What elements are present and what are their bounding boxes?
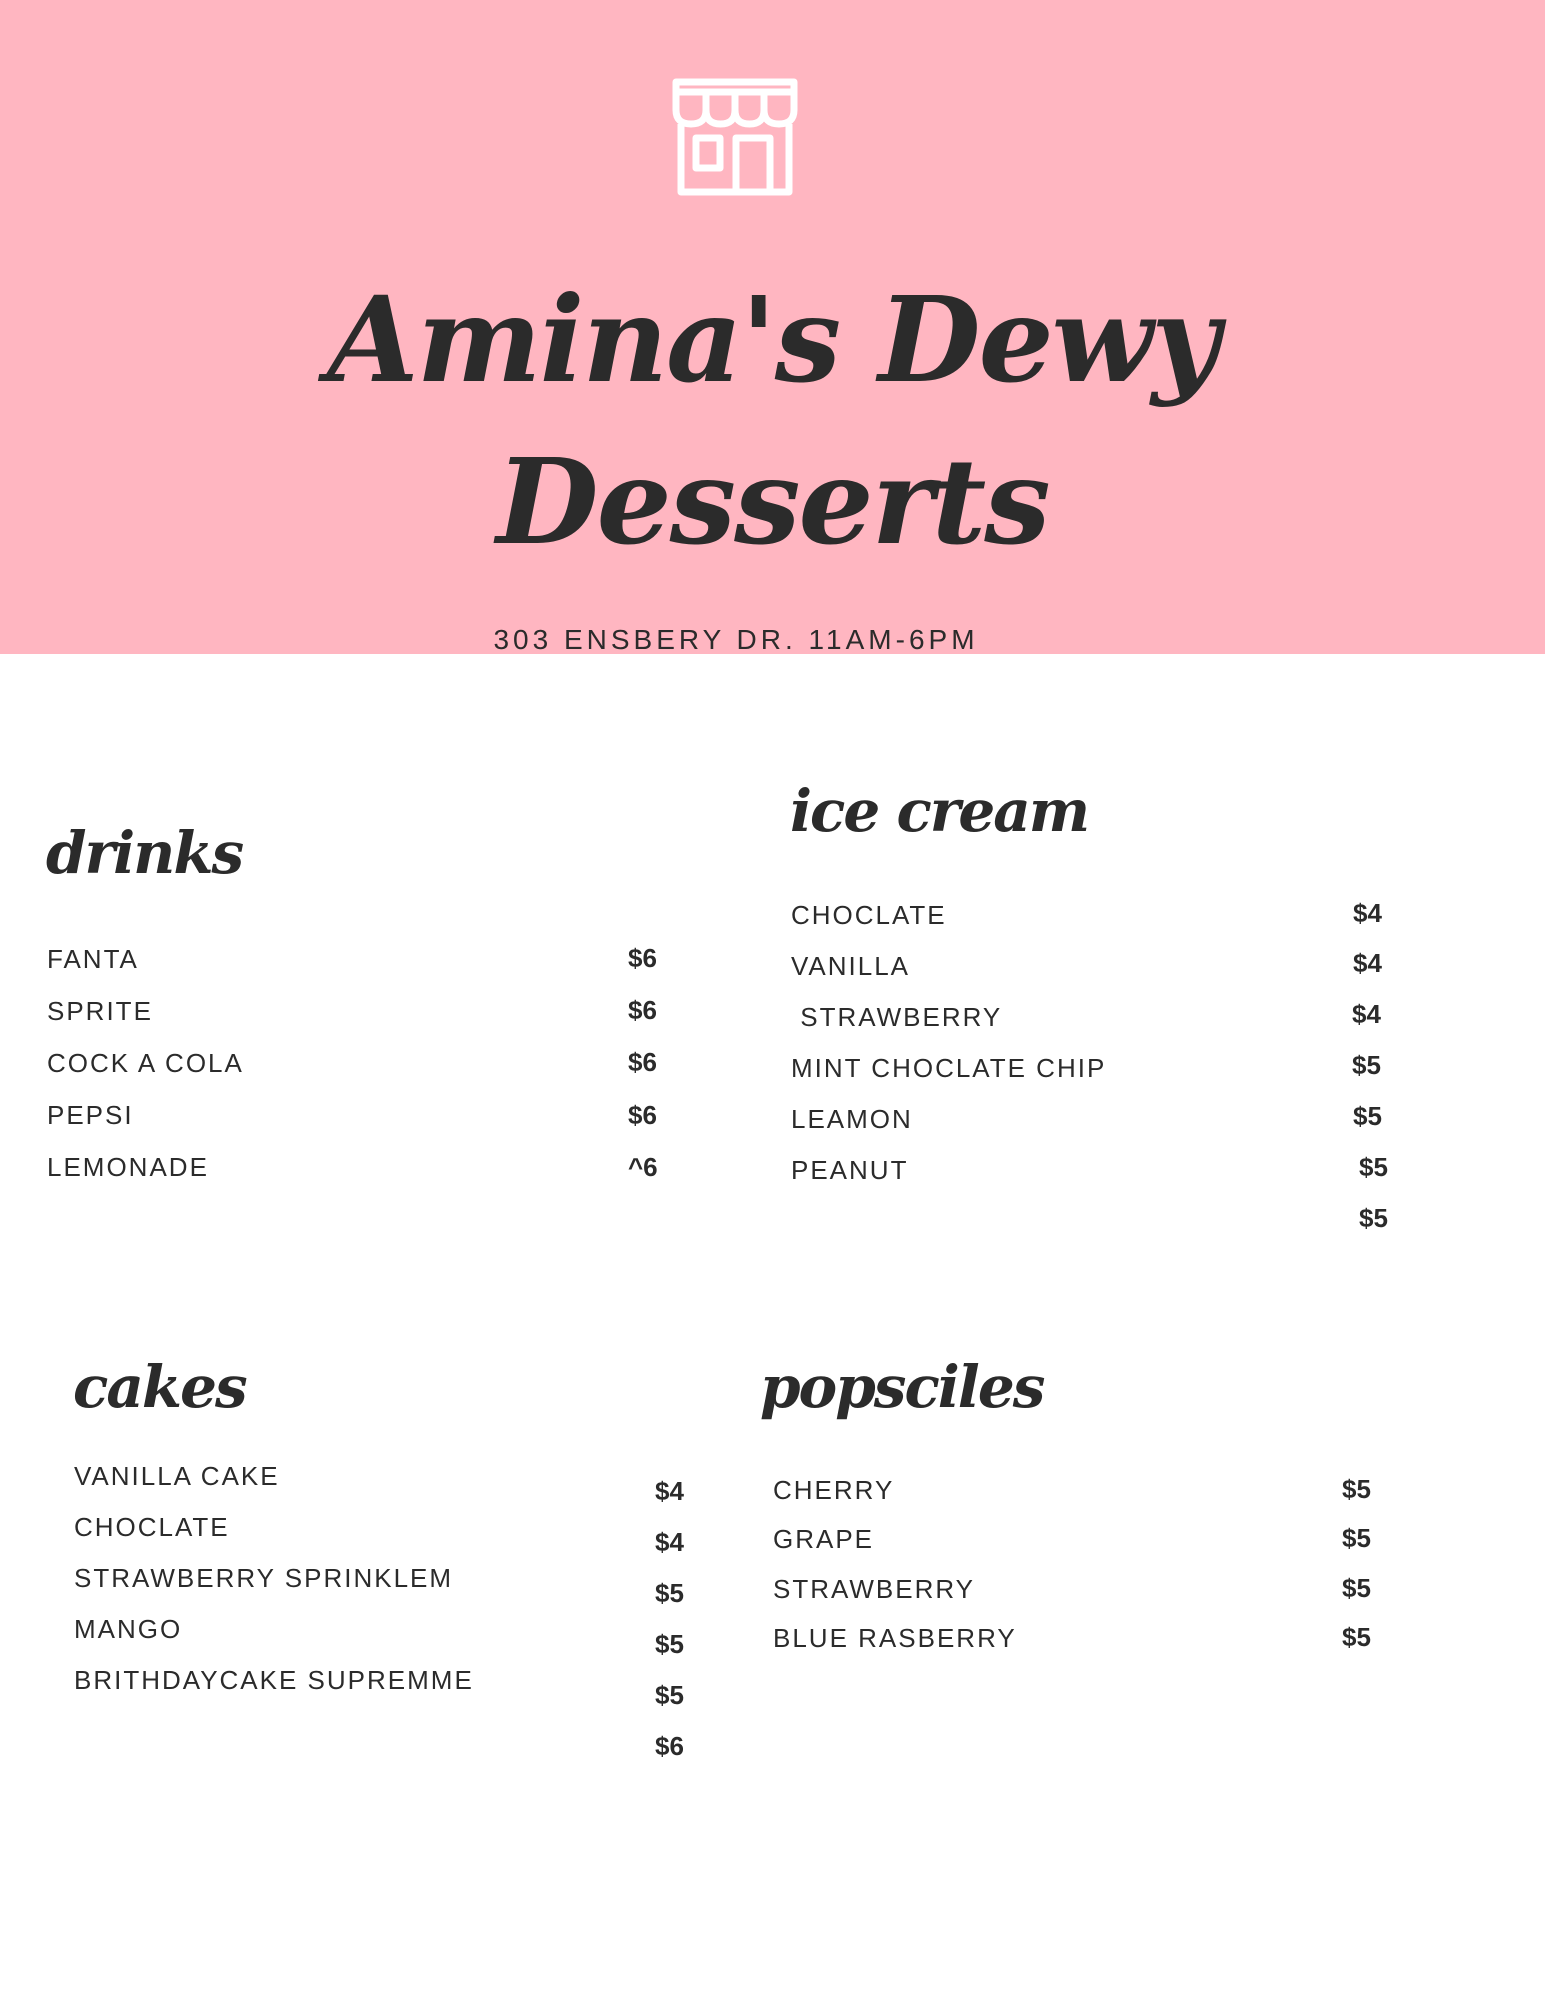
drinks-item-price: $6 (628, 1100, 657, 1130)
drinks-heading: drinks (46, 819, 243, 887)
drinks-item-name: SPRITE (47, 996, 153, 1026)
shop-address-hours: 303 ENSBERY DR. 11AM-6PM (493, 624, 979, 655)
ice-cream-item-price: $4 (1353, 898, 1382, 928)
shop-title-line-2: Desserts (496, 432, 1049, 571)
cakes-heading: cakes (73, 1353, 246, 1421)
drinks-item-price: $6 (628, 943, 657, 973)
ice-cream-item-name: STRAWBERRY (791, 1002, 1003, 1032)
cakes-item-name: VANILLA CAKE (74, 1461, 280, 1491)
ice-cream-item-price: $4 (1353, 948, 1382, 978)
drinks-item-price: $6 (628, 1047, 657, 1077)
popsicles-heading: popsciles (760, 1353, 1044, 1421)
popsicles-item-name: BLUE RASBERRY (773, 1623, 1017, 1653)
popsicles-item-name: STRAWBERRY (773, 1574, 976, 1604)
popsicles-item-price: $5 (1342, 1474, 1371, 1504)
storefront-icon (672, 78, 798, 196)
drinks-item-name: LEMONADE (47, 1152, 209, 1182)
popsicles-item-price: $5 (1342, 1622, 1371, 1652)
cakes-item-name: MANGO (74, 1614, 183, 1644)
drinks-item-price: $6 (628, 995, 657, 1025)
cakes-item-price: $5 (655, 1578, 684, 1608)
drinks-item-name: FANTA (47, 944, 139, 974)
drinks-item-name: PEPSI (47, 1100, 134, 1130)
ice-cream-item-name: MINT CHOCLATE CHIP (791, 1053, 1107, 1083)
cakes-item-name: STRAWBERRY SPRINKLEM (74, 1563, 454, 1593)
popsicles-item-name: CHERRY (773, 1475, 895, 1505)
popsicles-item-price: $5 (1342, 1523, 1371, 1553)
drinks-item-price: ^6 (628, 1152, 658, 1182)
ice-cream-heading: ice cream (790, 777, 1089, 845)
ice-cream-item-name: LEAMON (791, 1104, 913, 1134)
ice-cream-item-price: $5 (1359, 1203, 1388, 1233)
ice-cream-item-name: VANILLA (791, 951, 911, 981)
ice-cream-item-name: PEANUT (791, 1155, 909, 1185)
ice-cream-item-price: $5 (1353, 1101, 1382, 1131)
ice-cream-item-name: CHOCLATE (791, 900, 947, 930)
cakes-item-price: $6 (655, 1731, 684, 1761)
ice-cream-item-price: $5 (1352, 1050, 1381, 1080)
cakes-item-price: $4 (655, 1527, 684, 1557)
cakes-item-price: $5 (655, 1680, 684, 1710)
cakes-item-name: CHOCLATE (74, 1512, 230, 1542)
drinks-item-name: COCK A COLA (47, 1048, 244, 1078)
ice-cream-item-price: $5 (1359, 1152, 1388, 1182)
popsicles-item-name: GRAPE (773, 1524, 875, 1554)
shop-title-line-1: Amina's Dewy (327, 270, 1218, 409)
cakes-item-price: $4 (655, 1476, 684, 1506)
cakes-item-name: BRITHDAYCAKE SUPREMME (74, 1665, 474, 1695)
popsicles-item-price: $5 (1342, 1573, 1371, 1603)
ice-cream-item-price: $4 (1352, 999, 1381, 1029)
cakes-item-price: $5 (655, 1629, 684, 1659)
